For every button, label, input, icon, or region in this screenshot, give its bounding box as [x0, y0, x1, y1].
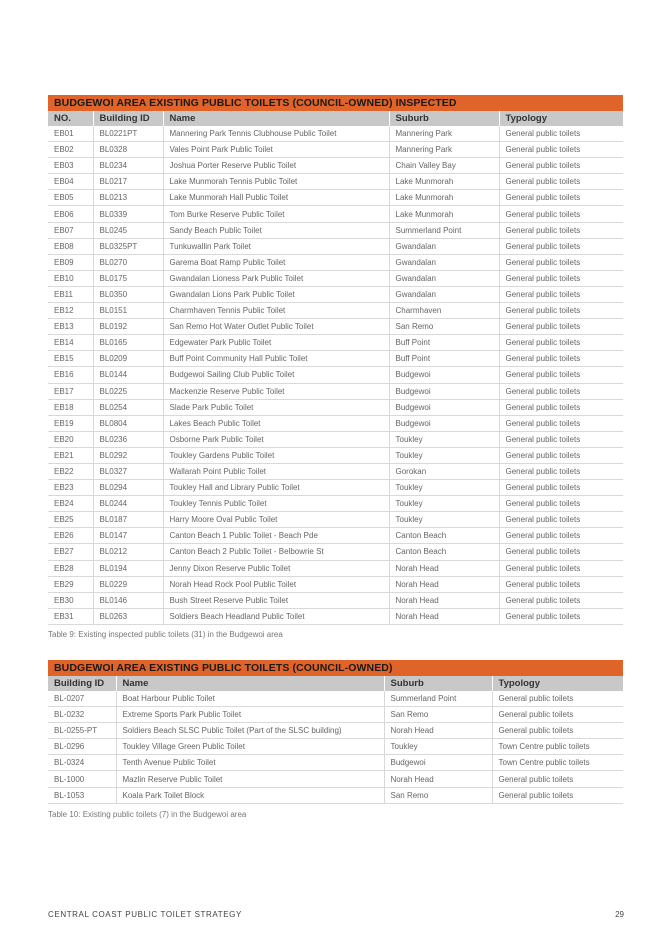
table-row [48, 739, 623, 755]
table-cell: General public toilets [492, 707, 623, 723]
table-cell: Toukley Tennis Public Toilet [163, 496, 389, 512]
column-header: Building ID [48, 676, 116, 691]
table-cell: EB19 [48, 415, 93, 431]
table-cell: BL0221PT [93, 126, 163, 142]
table-cell: Gwandalan Lions Park Public Toilet [163, 286, 389, 302]
table-cell: Mannering Park [389, 126, 499, 142]
table-cell: BL0217 [93, 174, 163, 190]
table-cell: EB09 [48, 254, 93, 270]
table-row [48, 351, 623, 367]
table-row [48, 528, 623, 544]
table-cell: Buff Point [389, 335, 499, 351]
table-cell: Budgewoi [389, 399, 499, 415]
table-cell: Soldiers Beach Headland Public Toilet [163, 608, 389, 624]
table-cell: Lake Munmorah [389, 206, 499, 222]
table-cell: Toukley [384, 739, 492, 755]
table-cell: Mannering Park [389, 142, 499, 158]
table-cell: General public toilets [499, 592, 623, 608]
table-cell: Mazlin Reserve Public Toilet [116, 771, 384, 787]
table-cell: Canton Beach 2 Public Toilet - Belbowrie St [163, 544, 389, 560]
table-cell: Norah Head [389, 608, 499, 624]
table-cell: EB15 [48, 351, 93, 367]
existing-toilets-table [48, 660, 623, 804]
table-cell: BL0804 [93, 415, 163, 431]
table-row [48, 480, 623, 496]
table-row [48, 222, 623, 238]
table-cell: Soldiers Beach SLSC Public Toilet (Part of the SLSC building) [116, 723, 384, 739]
table-cell: General public toilets [499, 142, 623, 158]
table-row [48, 576, 623, 592]
table-cell: General public toilets [492, 691, 623, 707]
table-cell: Canton Beach [389, 528, 499, 544]
table-cell: Wallarah Point Public Toilet [163, 463, 389, 479]
table-cell: General public toilets [499, 254, 623, 270]
table-row [48, 787, 623, 803]
table-cell: General public toilets [499, 512, 623, 528]
table-cell: EB23 [48, 480, 93, 496]
table-cell: Gwandalan Lioness Park Public Toilet [163, 270, 389, 286]
table-title: BUDGEWOI AREA EXISTING PUBLIC TOILETS (COUNCIL-OWNED) INSPECTED [48, 95, 623, 111]
table-row [48, 707, 623, 723]
table-row [48, 755, 623, 771]
table-cell: Norah Head [389, 576, 499, 592]
table-cell: BL0187 [93, 512, 163, 528]
table-cell: General public toilets [499, 399, 623, 415]
table-row [48, 238, 623, 254]
table-cell: BL0175 [93, 270, 163, 286]
table-cell: General public toilets [499, 528, 623, 544]
table-cell: Koala Park Toilet Block [116, 787, 384, 803]
table-cell: General public toilets [499, 303, 623, 319]
table-row [48, 254, 623, 270]
table-cell: General public toilets [499, 351, 623, 367]
table-cell: EB30 [48, 592, 93, 608]
document-footer-title: CENTRAL COAST PUBLIC TOILET STRATEGY [48, 910, 242, 919]
table-cell: BL0263 [93, 608, 163, 624]
table-cell: EB04 [48, 174, 93, 190]
table-cell: Norah Head [384, 723, 492, 739]
table-cell: General public toilets [499, 270, 623, 286]
table-cell: BL0229 [93, 576, 163, 592]
table-cell: BL0165 [93, 335, 163, 351]
table-cell: General public toilets [499, 383, 623, 399]
table-row [48, 608, 623, 624]
table-cell: Toukley [389, 496, 499, 512]
table-row [48, 319, 623, 335]
table-cell: EB22 [48, 463, 93, 479]
table-cell: Jenny Dixon Reserve Public Toilet [163, 560, 389, 576]
table-cell: Budgewoi [389, 367, 499, 383]
table-row [48, 544, 623, 560]
table-cell: General public toilets [499, 190, 623, 206]
column-header: Typology [492, 676, 623, 691]
table-cell: Tenth Avenue Public Toilet [116, 755, 384, 771]
table-row [48, 415, 623, 431]
table-cell: Edgewater Park Public Toilet [163, 335, 389, 351]
table-row [48, 126, 623, 142]
page-number: 29 [615, 910, 624, 919]
table-cell: BL0213 [93, 190, 163, 206]
table-cell: BL-1000 [48, 771, 116, 787]
table-cell: Joshua Porter Reserve Public Toilet [163, 158, 389, 174]
table-cell: San Remo [384, 787, 492, 803]
table-cell: BL0192 [93, 319, 163, 335]
table-cell: EB13 [48, 319, 93, 335]
table-row [48, 174, 623, 190]
table-cell: Summerland Point [389, 222, 499, 238]
table-row [48, 723, 623, 739]
table-cell: Toukley Village Green Public Toilet [116, 739, 384, 755]
table-row [48, 592, 623, 608]
table-cell: Lake Munmorah [389, 174, 499, 190]
table-cell: Budgewoi [389, 383, 499, 399]
table-cell: Tunkuwallin Park Toilet [163, 238, 389, 254]
table-cell: General public toilets [499, 576, 623, 592]
table-cell: Garema Boat Ramp Public Toilet [163, 254, 389, 270]
table-row [48, 142, 623, 158]
table-row [48, 431, 623, 447]
table-cell: BL0212 [93, 544, 163, 560]
table-cell: General public toilets [492, 787, 623, 803]
table-row [48, 303, 623, 319]
table-row [48, 463, 623, 479]
table-cell: BL0350 [93, 286, 163, 302]
table-cell: General public toilets [499, 206, 623, 222]
table-cell: General public toilets [499, 126, 623, 142]
table-cell: Toukley Hall and Library Public Toilet [163, 480, 389, 496]
table-cell: BL0236 [93, 431, 163, 447]
table-cell: Lake Munmorah [389, 190, 499, 206]
table-row [48, 286, 623, 302]
table-cell: BL0234 [93, 158, 163, 174]
table-caption: Table 10: Existing public toilets (7) in the Budgewoi area [48, 810, 247, 819]
table-cell: Budgewoi [389, 415, 499, 431]
table-cell: Toukley [389, 480, 499, 496]
table-cell: Norah Head [389, 560, 499, 576]
table-cell: General public toilets [499, 238, 623, 254]
table-cell: General public toilets [499, 286, 623, 302]
table-cell: BL0209 [93, 351, 163, 367]
table-cell: General public toilets [499, 544, 623, 560]
table-cell: BL0151 [93, 303, 163, 319]
table-cell: General public toilets [499, 463, 623, 479]
table-cell: Vales Point Park Public Toilet [163, 142, 389, 158]
table-cell: Extreme Sports Park Public Toilet [116, 707, 384, 723]
table-cell: Toukley [389, 431, 499, 447]
table-row [48, 447, 623, 463]
table-cell: Osborne Park Public Toilet [163, 431, 389, 447]
table-cell: BL0325PT [93, 238, 163, 254]
table-cell: General public toilets [499, 447, 623, 463]
table-row [48, 383, 623, 399]
table-cell: General public toilets [499, 560, 623, 576]
table-cell: BL0292 [93, 447, 163, 463]
table-cell: BL-1053 [48, 787, 116, 803]
table-cell: Harry Moore Oval Public Toilet [163, 512, 389, 528]
table-cell: Mannering Park Tennis Clubhouse Public Toilet [163, 126, 389, 142]
table-cell: General public toilets [499, 367, 623, 383]
table-cell: BL0244 [93, 496, 163, 512]
table-cell: BL0294 [93, 480, 163, 496]
table-cell: Town Centre public toilets [492, 739, 623, 755]
table-title: BUDGEWOI AREA EXISTING PUBLIC TOILETS (COUNCIL-OWNED) [48, 660, 623, 676]
table-cell: EB28 [48, 560, 93, 576]
table-cell: General public toilets [499, 480, 623, 496]
table-cell: EB20 [48, 431, 93, 447]
table-cell: Gwandalan [389, 286, 499, 302]
table-cell: BL0194 [93, 560, 163, 576]
table-cell: EB24 [48, 496, 93, 512]
table-cell: EB03 [48, 158, 93, 174]
table-cell: Charmhaven [389, 303, 499, 319]
table-cell: General public toilets [499, 335, 623, 351]
table-cell: EB06 [48, 206, 93, 222]
table-cell: General public toilets [492, 771, 623, 787]
table-cell: Norah Head Rock Pool Public Toilet [163, 576, 389, 592]
table-cell: Sandy Beach Public Toilet [163, 222, 389, 238]
table-cell: Gwandalan [389, 270, 499, 286]
table-row [48, 496, 623, 512]
table-cell: Boat Harbour Public Toilet [116, 691, 384, 707]
table-cell: Toukley [389, 447, 499, 463]
table-cell: San Remo Hot Water Outlet Public Toilet [163, 319, 389, 335]
table-cell: General public toilets [499, 415, 623, 431]
table-cell: San Remo [384, 707, 492, 723]
table-cell: Canton Beach 1 Public Toilet - Beach Pde [163, 528, 389, 544]
table-cell: BL0225 [93, 383, 163, 399]
table-cell: EB26 [48, 528, 93, 544]
table-caption: Table 9: Existing inspected public toilets (31) in the Budgewoi area [48, 630, 283, 639]
table-cell: EB11 [48, 286, 93, 302]
table-cell: BL0146 [93, 592, 163, 608]
table-cell: Lakes Beach Public Toilet [163, 415, 389, 431]
column-header: Suburb [384, 676, 492, 691]
table-cell: EB25 [48, 512, 93, 528]
table-row [48, 771, 623, 787]
table-cell: Summerland Point [384, 691, 492, 707]
table-cell: Tom Burke Reserve Public Toilet [163, 206, 389, 222]
column-header: Name [116, 676, 384, 691]
table-cell: Norah Head [389, 592, 499, 608]
table-cell: Toukley [389, 512, 499, 528]
table-cell: EB27 [48, 544, 93, 560]
table-cell: EB29 [48, 576, 93, 592]
table-cell: EB07 [48, 222, 93, 238]
table-cell: EB02 [48, 142, 93, 158]
column-header: Name [163, 111, 389, 126]
table-row [48, 206, 623, 222]
table-row [48, 367, 623, 383]
table-cell: BL0254 [93, 399, 163, 415]
table-cell: BL0327 [93, 463, 163, 479]
table-cell: Gorokan [389, 463, 499, 479]
table-cell: EB31 [48, 608, 93, 624]
table-cell: General public toilets [492, 723, 623, 739]
table-row [48, 158, 623, 174]
table-row [48, 270, 623, 286]
table-cell: General public toilets [499, 319, 623, 335]
table-cell: EB17 [48, 383, 93, 399]
table-cell: Gwandalan [389, 238, 499, 254]
table-row [48, 399, 623, 415]
table-cell: BL-0324 [48, 755, 116, 771]
table-cell: EB08 [48, 238, 93, 254]
table-cell: General public toilets [499, 496, 623, 512]
table-cell: Bush Street Reserve Public Toilet [163, 592, 389, 608]
table-cell: Buff Point Community Hall Public Toilet [163, 351, 389, 367]
table-cell: BL0147 [93, 528, 163, 544]
table-cell: Charmhaven Tennis Public Toilet [163, 303, 389, 319]
table-cell: Mackenzie Reserve Public Toilet [163, 383, 389, 399]
table-row [48, 691, 623, 707]
column-header: Typology [499, 111, 623, 126]
table-cell: EB16 [48, 367, 93, 383]
column-header: Building ID [93, 111, 163, 126]
table-cell: General public toilets [499, 608, 623, 624]
table-cell: EB21 [48, 447, 93, 463]
table-cell: Toukley Gardens Public Toilet [163, 447, 389, 463]
table-row [48, 190, 623, 206]
table-cell: Canton Beach [389, 544, 499, 560]
table-cell: General public toilets [499, 431, 623, 447]
column-header: NO. [48, 111, 93, 126]
table-cell: BL-0296 [48, 739, 116, 755]
table-cell: BL0245 [93, 222, 163, 238]
table-cell: BL0144 [93, 367, 163, 383]
table-cell: BL0328 [93, 142, 163, 158]
table-row [48, 512, 623, 528]
table-cell: EB01 [48, 126, 93, 142]
table-cell: General public toilets [499, 158, 623, 174]
table-cell: Budgewoi Sailing Club Public Toilet [163, 367, 389, 383]
table-cell: EB18 [48, 399, 93, 415]
table-cell: EB12 [48, 303, 93, 319]
table-cell: Gwandalan [389, 254, 499, 270]
table-cell: EB10 [48, 270, 93, 286]
table-cell: Lake Munmorah Tennis Public Toilet [163, 174, 389, 190]
table-cell: BL0270 [93, 254, 163, 270]
table-cell: Lake Munmorah Hall Public Toilet [163, 190, 389, 206]
table-cell: Norah Head [384, 771, 492, 787]
table-cell: Chain Valley Bay [389, 158, 499, 174]
existing-inspected-toilets-table [48, 95, 623, 625]
table-cell: BL0339 [93, 206, 163, 222]
table-row [48, 335, 623, 351]
table-row [48, 560, 623, 576]
table-cell: General public toilets [499, 174, 623, 190]
table-cell: General public toilets [499, 222, 623, 238]
table-cell: Town Centre public toilets [492, 755, 623, 771]
table-cell: BL-0232 [48, 707, 116, 723]
table-cell: EB05 [48, 190, 93, 206]
table-cell: Budgewoi [384, 755, 492, 771]
table-cell: Buff Point [389, 351, 499, 367]
table-cell: San Remo [389, 319, 499, 335]
column-header: Suburb [389, 111, 499, 126]
table-cell: BL-0255-PT [48, 723, 116, 739]
table-cell: EB14 [48, 335, 93, 351]
table-cell: Slade Park Public Toilet [163, 399, 389, 415]
table-cell: BL-0207 [48, 691, 116, 707]
